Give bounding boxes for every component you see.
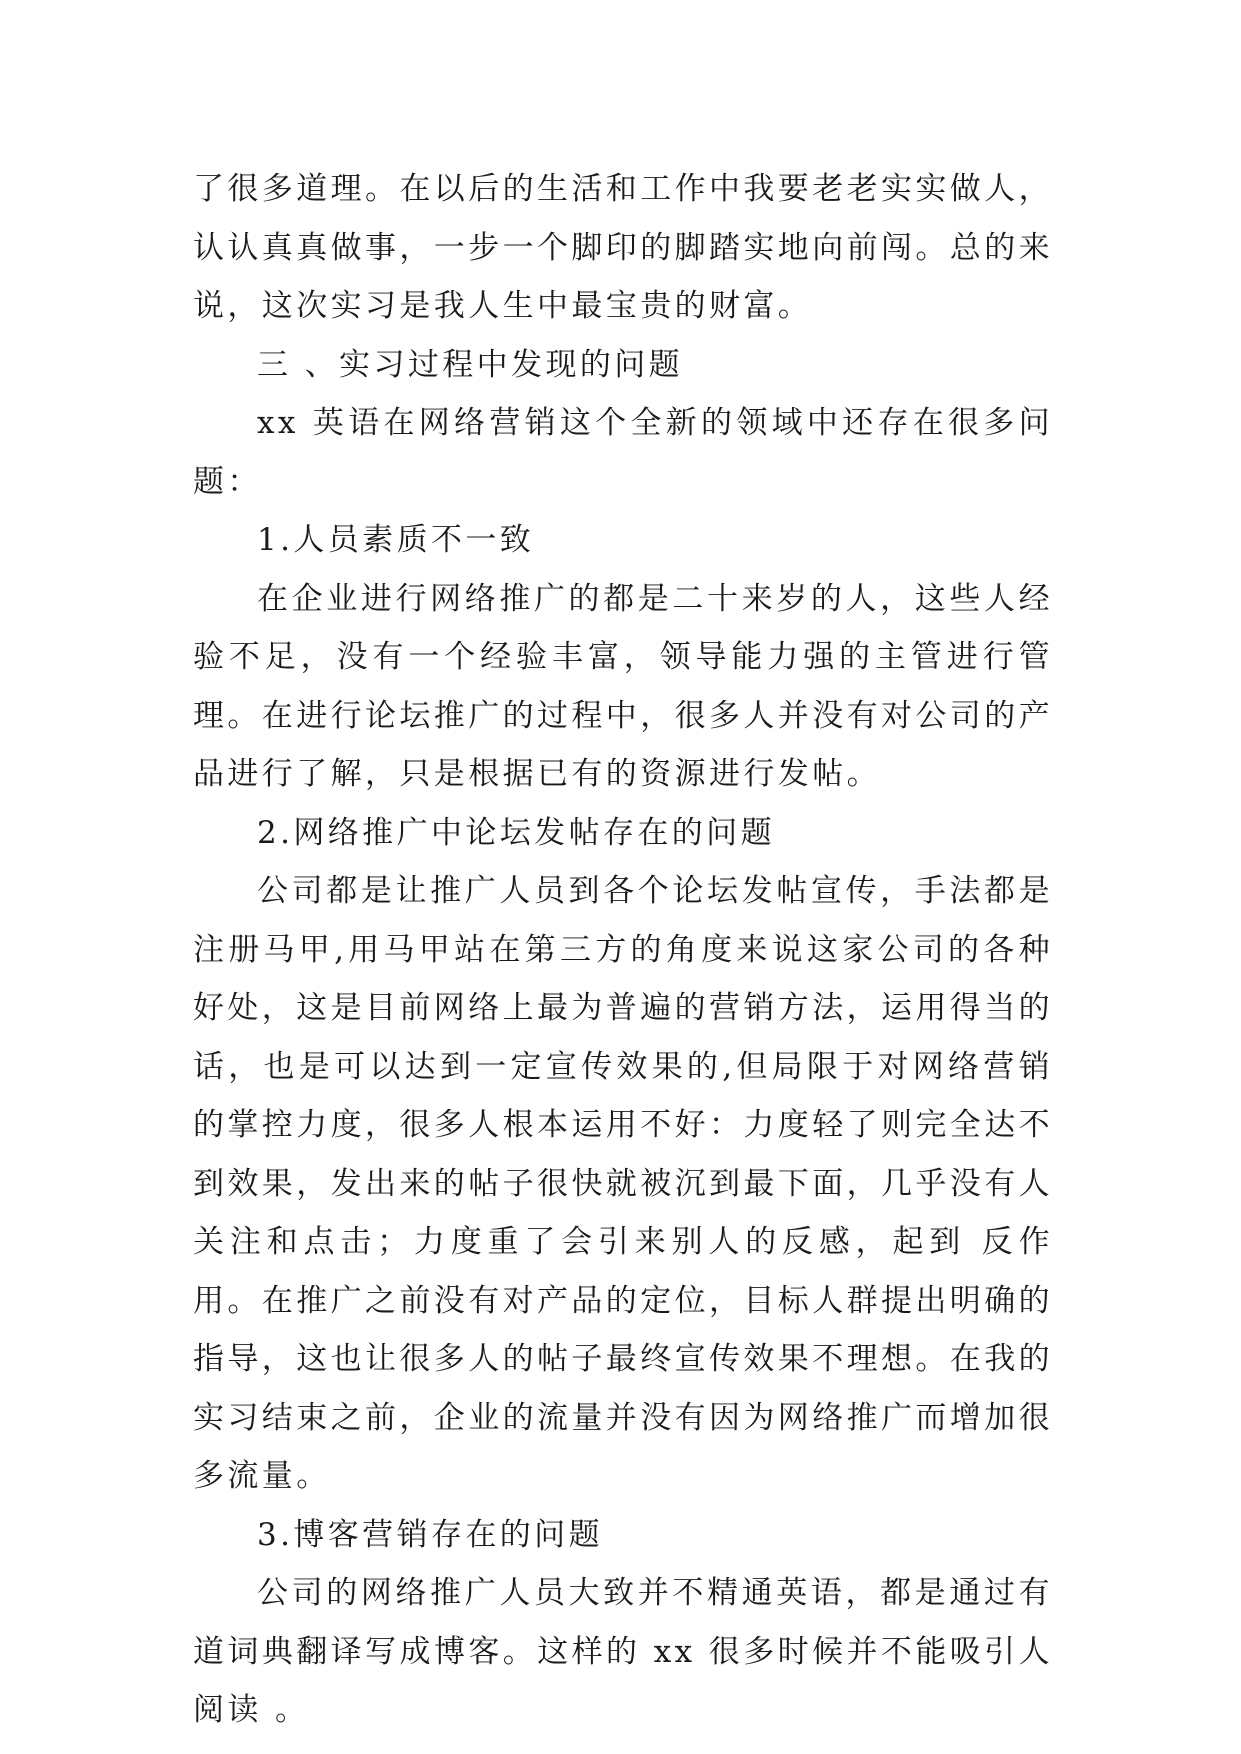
document-body: [193, 160, 1053, 1740]
subheading-staff-quality: 1.人员素质不一致: [257, 522, 535, 558]
paragraph-intro: xx 英语在网络营销这个全新的领域中还存在很多问题：: [193, 405, 1053, 500]
section-heading-problems: 三 、实习过程中发现的问题: [257, 346, 684, 383]
subheading-blog-marketing: 3.博客营销存在的问题: [257, 1516, 603, 1553]
paragraph-forum-posting: 公司都是让推广人员到各个论坛发帖宣传，手法都是注册马甲,用马甲站在第三方的角度来说这家公司的各种好处，这是目前网络上最为普遍的营销方法，运用得当的话，也是可以达到一定宣传效果的,但局限于对网络营销的掌控力度，很多人根本运用不好：力度轻了则完全达不到效果，发出来的帖子很快就被沉到最下面，几乎没有人关注和点击；力度重了会引来别人的反感，起到 反作用。在推广之前没有对产品的定位，目标人群提出明确的指导，这也让很多人的帖子最终宣传效果不理想。在我的实习结束之前，企业的流量并没有因为网络推广而增加很多流量。: [193, 873, 1053, 1494]
subheading-forum-posting: 2.网络推广中论坛发帖存在的问题: [257, 814, 775, 851]
paragraph-staff-quality: 在企业进行网络推广的都是二十来岁的人，这些人经验不足，没有一个经验丰富，领导能力强的主管进行管理。在进行论坛推广的过程中，很多人并没有对公司的产品进行了解，只是根据已有的资源进行发帖。: [193, 580, 1053, 792]
paragraph-blog-marketing: 公司的网络推广人员大致并不精通英语，都是通过有道词典翻译写成博客。这样的 xx 很多时候并不能吸引人阅读 。: [193, 1575, 1053, 1728]
paragraph-continuation: 了很多道理。在以后的生活和工作中我要老老实实做人，认认真真做事，一步一个脚印的脚踏实地向前闯。总的来说，这次实习是我人生中最宝贵的财富。: [193, 171, 1053, 324]
